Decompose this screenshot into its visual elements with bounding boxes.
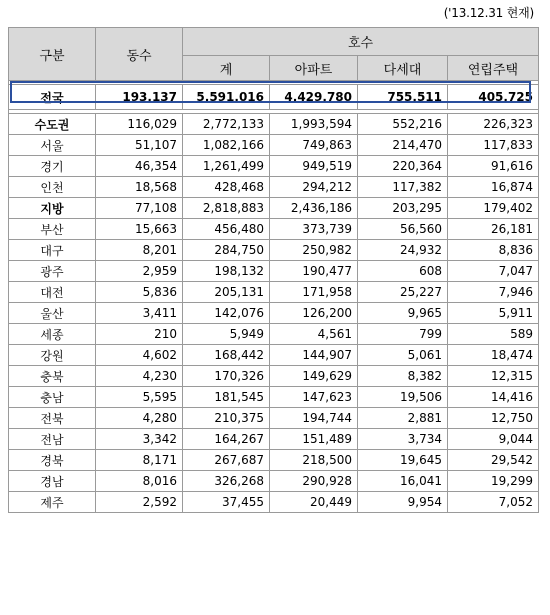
header-total: 계 [183,56,270,81]
table-row [9,345,539,366]
buildings-cell: 2,592 [96,492,183,513]
table-row [9,135,539,156]
multi-household-cell: 25,227 [358,282,448,303]
buildings-cell: 8,171 [96,450,183,471]
region-cell: 경북 [9,450,96,471]
multi-household-cell: 608 [358,261,448,282]
row-house-cell: 5,911 [448,303,539,324]
multi-household-cell: 2,881 [358,408,448,429]
apartment-cell: 147,623 [270,387,358,408]
region-cell: 세종 [9,324,96,345]
table-row [9,366,539,387]
row-house-cell: 179,402 [448,198,539,219]
apartment-cell: 949,519 [270,156,358,177]
buildings-cell: 77,108 [96,198,183,219]
total-cell: 1,082,166 [183,135,270,156]
row-house-cell: 7,946 [448,282,539,303]
table-row [9,282,539,303]
table-row [9,492,539,513]
total-cell: 2,818,883 [183,198,270,219]
row-house-cell: 29,542 [448,450,539,471]
apartment-cell: 149,629 [270,366,358,387]
table-row [9,156,539,177]
table-row [9,240,539,261]
table-row [9,219,539,240]
region-cell: 충북 [9,366,96,387]
row-house-cell: 8,836 [448,240,539,261]
table-row [9,324,539,345]
multi-household-cell: 9,965 [358,303,448,324]
apartment-cell: 144,907 [270,345,358,366]
table-row [9,408,539,429]
multi-household-cell: 117,382 [358,177,448,198]
multi-household-cell: 220,364 [358,156,448,177]
multi-household-cell: 24,932 [358,240,448,261]
buildings-cell: 18,568 [96,177,183,198]
apartment-cell: 1,993,594 [270,114,358,135]
row-house-cell: 7,047 [448,261,539,282]
buildings-cell: 4,280 [96,408,183,429]
region-cell: 제주 [9,492,96,513]
buildings-cell: 46,354 [96,156,183,177]
apartment-cell: 126,200 [270,303,358,324]
total-cell: 456,480 [183,219,270,240]
header-multi-household: 다세대 [358,56,448,81]
region-cell: 전국 [9,85,96,110]
row-house-cell: 26,181 [448,219,539,240]
multi-household-cell: 8,382 [358,366,448,387]
total-cell: 170,326 [183,366,270,387]
row-house-cell: 19,299 [448,471,539,492]
apartment-cell: 290,928 [270,471,358,492]
row-house-cell: 226,323 [448,114,539,135]
apartment-cell: 171,958 [270,282,358,303]
total-cell: 210,375 [183,408,270,429]
total-cell: 267,687 [183,450,270,471]
total-cell: 181,545 [183,387,270,408]
region-cell: 수도권 [9,114,96,135]
buildings-cell: 4,602 [96,345,183,366]
buildings-cell: 210 [96,324,183,345]
table-row [9,450,539,471]
header-row-top [9,28,539,56]
multi-household-cell: 203,295 [358,198,448,219]
multi-household-cell: 755,511 [358,85,448,110]
header-row-house: 연립주택 [448,56,539,81]
total-cell: 142,076 [183,303,270,324]
table-row [9,198,539,219]
national-total-row [9,85,539,110]
total-cell: 428,468 [183,177,270,198]
total-cell: 284,750 [183,240,270,261]
apartment-cell: 749,863 [270,135,358,156]
total-cell: 198,132 [183,261,270,282]
multi-household-cell: 56,560 [358,219,448,240]
row-house-cell: 91,616 [448,156,539,177]
row-house-cell: 589 [448,324,539,345]
total-cell: 164,267 [183,429,270,450]
table-row [9,429,539,450]
table-row [9,471,539,492]
apartment-cell: 218,500 [270,450,358,471]
multi-household-cell: 552,216 [358,114,448,135]
region-cell: 경남 [9,471,96,492]
header-region: 구분 [9,28,96,81]
table-row [9,261,539,282]
total-cell: 205,131 [183,282,270,303]
multi-household-cell: 3,734 [358,429,448,450]
total-cell: 1,261,499 [183,156,270,177]
region-cell: 충남 [9,387,96,408]
region-cell: 전북 [9,408,96,429]
buildings-cell: 15,663 [96,219,183,240]
table-row [9,387,539,408]
multi-household-cell: 19,645 [358,450,448,471]
multi-household-cell: 214,470 [358,135,448,156]
region-cell: 전남 [9,429,96,450]
row-house-cell: 12,315 [448,366,539,387]
buildings-cell: 8,201 [96,240,183,261]
multi-household-cell: 9,954 [358,492,448,513]
buildings-cell: 5,595 [96,387,183,408]
region-cell: 대구 [9,240,96,261]
total-cell: 326,268 [183,471,270,492]
buildings-cell: 51,107 [96,135,183,156]
apartment-cell: 2,436,186 [270,198,358,219]
region-cell: 강원 [9,345,96,366]
row-house-cell: 12,750 [448,408,539,429]
apartment-cell: 4,561 [270,324,358,345]
row-house-cell: 9,044 [448,429,539,450]
row-house-cell: 7,052 [448,492,539,513]
apartment-cell: 190,477 [270,261,358,282]
region-cell: 경기 [9,156,96,177]
row-house-cell: 405,725 [448,85,539,110]
buildings-cell: 116,029 [96,114,183,135]
total-cell: 168,442 [183,345,270,366]
buildings-cell: 4,230 [96,366,183,387]
apartment-cell: 373,739 [270,219,358,240]
region-cell: 부산 [9,219,96,240]
buildings-cell: 5,836 [96,282,183,303]
multi-household-cell: 19,506 [358,387,448,408]
buildings-cell: 8,016 [96,471,183,492]
total-cell: 5,591,016 [183,85,270,110]
multi-household-cell: 16,041 [358,471,448,492]
table-row [9,177,539,198]
buildings-cell: 2,959 [96,261,183,282]
total-cell: 2,772,133 [183,114,270,135]
region-cell: 인천 [9,177,96,198]
region-cell: 울산 [9,303,96,324]
buildings-cell: 193,137 [96,85,183,110]
header-buildings: 동수 [96,28,183,81]
region-cell: 지방 [9,198,96,219]
buildings-cell: 3,342 [96,429,183,450]
header-apartment: 아파트 [270,56,358,81]
row-house-cell: 117,833 [448,135,539,156]
region-cell: 대전 [9,282,96,303]
multi-household-cell: 799 [358,324,448,345]
header-units: 호수 [183,28,539,56]
row-house-cell: 14,416 [448,387,539,408]
apartment-cell: 250,982 [270,240,358,261]
region-cell: 광주 [9,261,96,282]
table-row [9,114,539,135]
multi-household-cell: 5,061 [358,345,448,366]
apartment-cell: 294,212 [270,177,358,198]
total-cell: 37,455 [183,492,270,513]
buildings-cell: 3,411 [96,303,183,324]
apartment-cell: 20,449 [270,492,358,513]
total-cell: 5,949 [183,324,270,345]
row-house-cell: 16,874 [448,177,539,198]
table-row [9,303,539,324]
apartment-cell: 4,429,780 [270,85,358,110]
apartment-cell: 194,744 [270,408,358,429]
as-of-date-note: ('13.12.31 현재) [443,6,534,20]
apartment-cell: 151,489 [270,429,358,450]
region-cell: 서울 [9,135,96,156]
row-house-cell: 18,474 [448,345,539,366]
housing-statistics-table [8,27,539,513]
